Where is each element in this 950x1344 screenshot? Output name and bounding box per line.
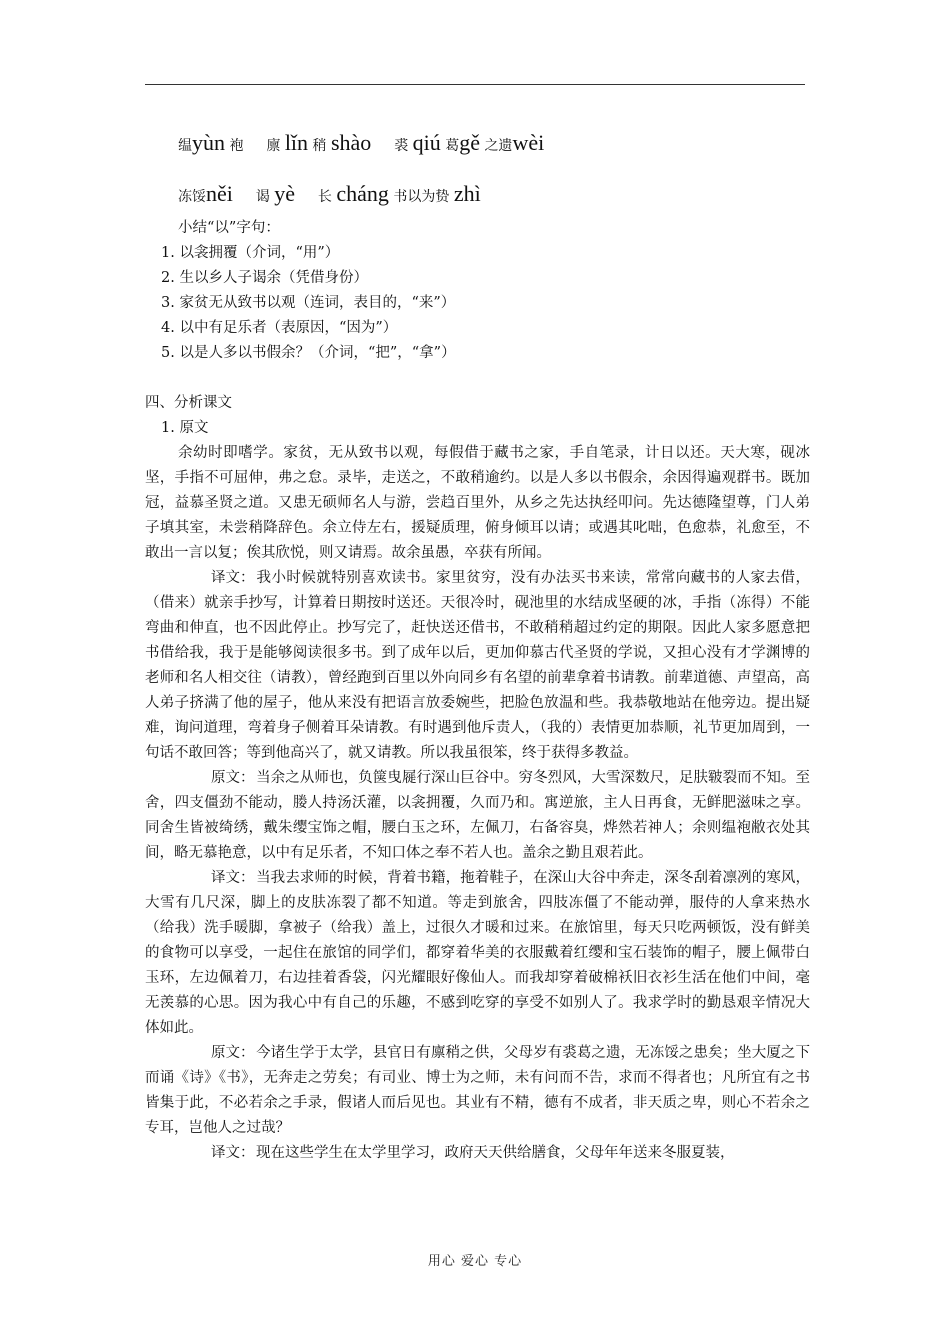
text-paragraph — [145, 866, 810, 1041]
paragraph-label: 原文： — [211, 1045, 255, 1061]
pinyin-reading: cháng — [336, 181, 389, 206]
header-rule — [145, 84, 805, 85]
paragraph-text: 今诸生学于太学，县官日有廪稍之供，父母岁有裘葛之遗，无冻馁之患矣；坐大厦之下而诵《诗》《书》，无奔走之劳矣；有司业、博士为之师，未有问而不告，求而不得者也；凡所宜有之书皆集于此，不必若余之手录，假诸人而后见也。其业有不精，德有不成者，非天质之卑，则心不若余之专耳，岂他人之过哉？ — [145, 1045, 810, 1136]
pinyin-char: 缊 — [178, 138, 192, 154]
pinyin-char: 书以为贽 — [393, 189, 450, 205]
text-paragraph — [145, 566, 810, 766]
text-paragraph — [145, 1141, 810, 1166]
paragraph-label: 原文： — [211, 770, 255, 786]
analysis-section — [145, 391, 810, 1166]
section-heading: 四、分析课文 — [145, 395, 232, 411]
summary-block — [145, 216, 810, 366]
pinyin-char: 廪 — [266, 138, 281, 154]
paragraph-text: 当我去求师的时候，背着书籍，拖着鞋子，在深山大谷中奔走，深冬刮着凛冽的寒风，大雪有几尺深，脚上的皮肤冻裂了都不知道。等走到旅舍，四肢冻僵了不能动弹，服侍的人拿来热水（给我）洗手暖脚，拿被子（给我）盖上，过很久才暖和过来。在旅馆里，每天只吃两顿饭，没有鲜美的食物可以享受，一起住在旅馆的同学们，都穿着华美的衣服戴着红缨和宝石装饰的帽子，腰上佩带白玉环，左边佩着刀，右边挂着香袋，闪光耀眼好像仙人。而我却穿着破棉袄旧衣衫生活在他们中间，毫无羡慕的心思。因为我心中有自己的乐趣，不感到吃穿的享受不如别人了。我求学时的勤恳艰辛情况大体如此。 — [145, 870, 810, 1036]
page-footer: 用心 爱心 专心 — [427, 1254, 523, 1269]
pinyin-reading: yè — [274, 181, 296, 206]
pinyin-reading: lǐn — [284, 130, 309, 155]
summary-title: 小结“以”字句： — [178, 220, 280, 236]
pinyin-line-2 — [178, 181, 810, 210]
pinyin-char: 稍 — [312, 138, 327, 154]
paragraph-text: 我小时候就特别喜欢读书。家里贫穷，没有办法买书来读，常常向藏书的人家去借，（借来）就亲手抄写，计算着日期按时送还。天很冷时，砚池里的水结成坚硬的冰，手指（冻得）不能弯曲和伸直，也不因此停止。抄写完了，赶快送还借书，不敢稍稍超过约定的期限。因此人家多愿意把书借给我，我于是能够阅读很多书。到了成年以后，更加仰慕古代圣贤的学说，又担心没有才学渊博的老师和名人相交往（请教），曾经跑到百里以外向同乡有名望的前辈拿着书请教。前辈道德、声望高，高人弟子挤满了他的屋子，他从来没有把语言放委婉些，把脸色放温和些。我恭敬地站在他旁边。提出疑难，询问道理，弯着身子侧着耳朵请教。有时遇到他斥责人，（我的）表情更加恭顺，礼节更加周到，一句话不敢回答；等到他高兴了，就又请教。所以我虽很笨，终于获得多教益。 — [145, 570, 810, 761]
pinyin-line-1 — [178, 130, 810, 159]
paragraph-label: 译文： — [211, 1145, 255, 1161]
pinyin-char: 葛 — [445, 138, 460, 154]
pinyin-reading: yùn — [192, 130, 225, 155]
summary-item: 5. 以是人多以书假余？（介词，“把”，“拿”） — [161, 345, 456, 361]
paragraph-text: 现在这些学生在太学里学习，政府天天供给膳食，父母年年送来冬服夏装， — [256, 1145, 735, 1161]
pinyin-char: 之遗 — [484, 138, 513, 154]
paragraph-text: 当余之从师也，负箧曳屣行深山巨谷中。穷冬烈风，大雪深数尺，足肤皲裂而不知。至舍，四支僵劲不能动，媵人持汤沃灌，以衾拥覆，久而乃和。寓逆旅，主人日再食，无鲜肥滋味之享。同舍生皆被绮绣，戴朱缨宝饰之帽，腰白玉之环，左佩刀，右备容臭，烨然若神人；余则缊袍敝衣处其间，略无慕艳意，以中有足乐者，不知口体之奉不若人也。盖余之勤且艰若此。 — [145, 770, 810, 861]
summary-item: 4. 以中有足乐者（表原因，“因为”） — [161, 320, 398, 336]
summary-item: 3. 家贫无从致书以观（连词，表目的，“来”） — [161, 295, 456, 311]
section-subheading: 1. 原文 — [161, 420, 209, 436]
pinyin-reading: shào — [330, 130, 372, 155]
text-paragraph — [145, 441, 810, 566]
paragraph-text: 余幼时即嗜学。家贫，无从致书以观，每假借于藏书之家，手自笔录，计日以还。天大寒，砚冰坚，手指不可屈伸，弗之怠。录毕，走送之，不敢稍逾约。以是人多以书假余，余因得遍观群书。既加冠，益慕圣贤之道。又患无硕师名人与游，尝趋百里外，从乡之先达执经叩问。先达德隆望尊，门人弟子填其室，未尝稍降辞色。余立侍左右，援疑质理，俯身倾耳以请；或遇其叱咄，色愈恭，礼愈至，不敢出一言以复；俟其欣悦，则又请焉。故余虽愚，卒获有所闻。 — [145, 445, 810, 561]
pinyin-char: 冻馁 — [178, 189, 206, 205]
pinyin-char: 袍 — [229, 138, 244, 154]
pinyin-char: 长 — [317, 189, 332, 205]
pinyin-reading: qiú — [412, 130, 441, 155]
page-body — [145, 120, 810, 1166]
pinyin-reading: gě — [459, 130, 480, 155]
text-paragraph — [145, 766, 810, 866]
summary-item: 1. 以衾拥覆（介词，“用”） — [161, 245, 340, 261]
pinyin-char: 谒 — [255, 189, 270, 205]
paragraph-label: 译文： — [211, 570, 255, 586]
summary-item: 2. 生以乡人子谒余（凭借身份） — [161, 270, 368, 286]
pinyin-reading: wèi — [512, 130, 545, 155]
pinyin-reading: něi — [206, 181, 233, 206]
pinyin-char: 裘 — [394, 138, 409, 154]
pinyin-reading: zhì — [453, 181, 481, 206]
paragraph-label: 译文： — [211, 870, 255, 886]
text-paragraph — [145, 1041, 810, 1141]
